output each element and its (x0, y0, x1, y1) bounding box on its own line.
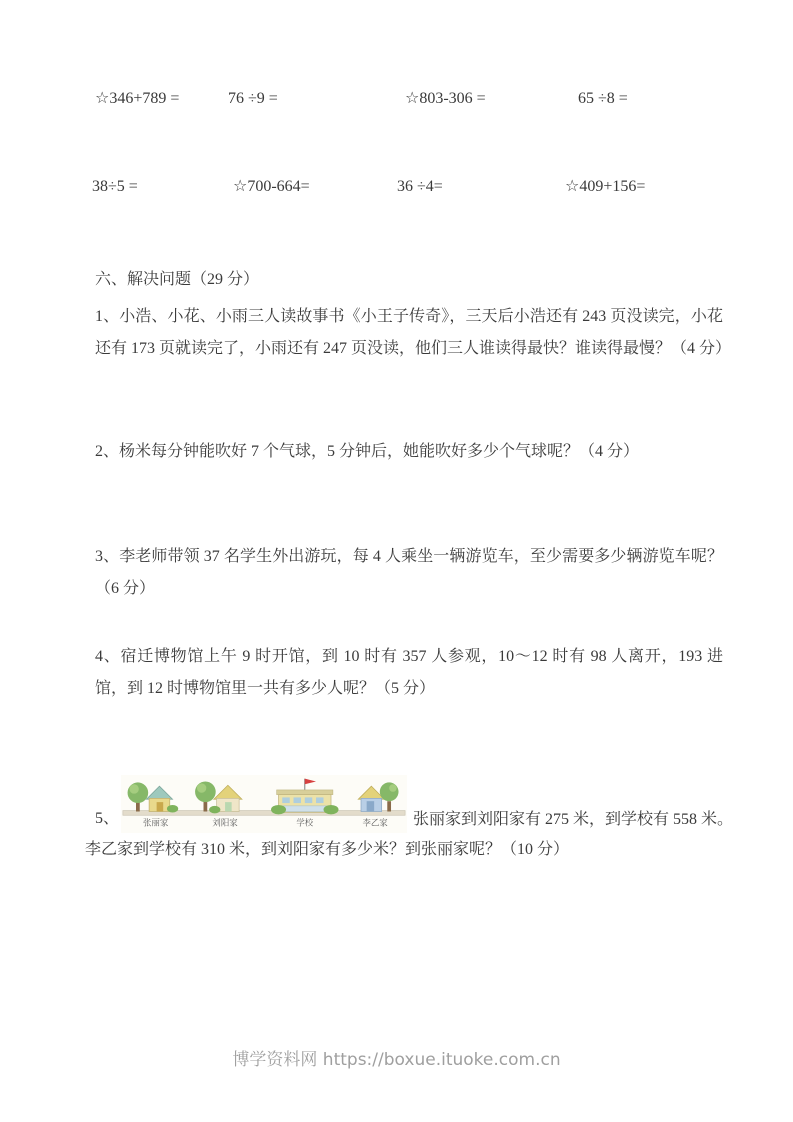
equation-item: 76 ÷9 = (228, 90, 278, 107)
problem-5-text-line2: 李乙家到学校有 310 米，到刘阳家有多少米？到张丽家呢？（10 分） (85, 841, 570, 858)
section-6-header: 六、解决问题（29 分） (95, 271, 260, 288)
equation-item: ☆346+789 = (95, 90, 180, 107)
houses-road-illustration (121, 775, 407, 833)
equation-item: 36 ÷4= (397, 178, 443, 195)
equation-item: ☆409+156= (565, 178, 646, 195)
problem-4: 4、宿迁博物馆上午 9 时开馆，到 10 时有 357 人参观，10～12 时有 98 人离开，193 进馆，到 12 时博物馆里一共有多少人呢？（5 分） (95, 648, 723, 697)
problem-5 (85, 775, 733, 866)
equation-row-2 (92, 176, 645, 198)
equation-item: ☆700-664= (233, 178, 310, 195)
equation-item: ☆803-306 = (405, 90, 486, 107)
label-liyi-home: 李乙家 (362, 817, 388, 828)
problem-1: 1、小浩、小花、小雨三人读故事书《小王子传奇》，三天后小浩还有 243 页没读完，小花还有 173 页就读完了，小雨还有 247 页没读，他们三人谁读得最快？谁读得最慢？（4 分） (95, 308, 732, 357)
equation-item: 38÷5 = (92, 178, 138, 195)
label-school: 学校 (296, 817, 314, 828)
problem-5-first-line (85, 775, 733, 833)
liuyang-house (195, 781, 242, 813)
zhangli-house (128, 782, 179, 812)
equation-item: 65 ÷8 = (578, 90, 628, 107)
problem-2: 2、杨米每分钟能吹好 7 个气球，5 分钟后，她能吹好多少个气球呢？（4 分） (95, 443, 640, 460)
problem-3: 3、李老师带领 37 名学生外出游玩，每 4 人乘坐一辆游览车，至少需要多少辆游览车呢？（6 分） (95, 548, 723, 597)
equation-row-1 (95, 88, 628, 110)
label-liuyang-home: 刘阳家 (212, 817, 238, 828)
liyi-house (358, 782, 398, 811)
problem-5-text-line1: 张丽家到刘阳家有 275 米，到学校有 558 米。 (412, 811, 733, 828)
school-building (271, 779, 339, 815)
problem-5-number: 5、 (95, 810, 120, 827)
label-zhangli-home: 张丽家 (143, 817, 169, 828)
footer-watermark: 博学资料网 https://boxue.ituoke.com.cn (232, 1050, 561, 1070)
